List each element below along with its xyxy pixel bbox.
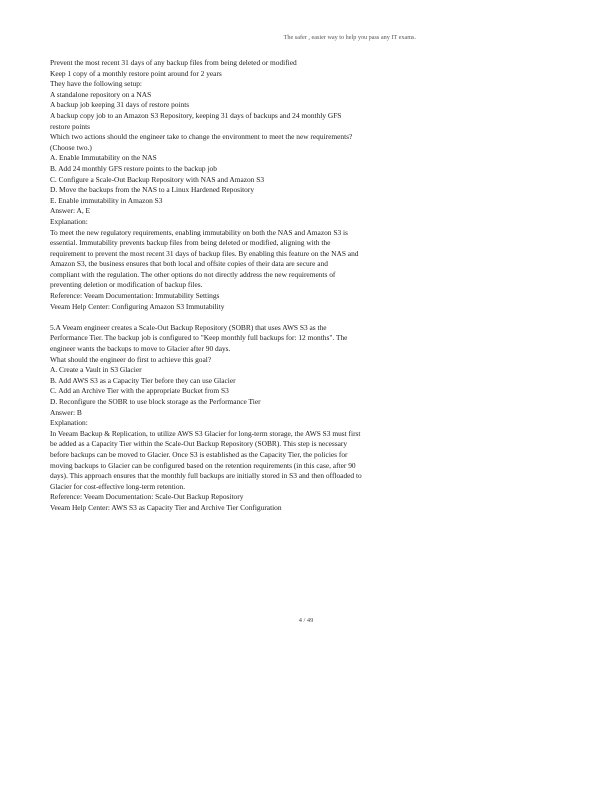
text-line: A backup job keeping 31 days of restore points [50,100,190,110]
option-c: C. Add an Archive Tier with the appropriate Bucket from S3 [50,386,229,396]
text-line: Keep 1 copy of a monthly restore point around for 2 years [50,68,222,78]
document-body [50,58,570,514]
question-text: 5.A Veeam engineer creates a Scale-Out Backup Repository (SOBR) that uses AWS S3 as the [50,322,327,332]
text-line: A standalone repository on a NAS [50,89,152,99]
option-a: A. Create a Vault in S3 Glacier [50,365,142,375]
explanation-text: days). This approach ensures that the monthly full backups are initially stored in S3 and then offloaded to [50,471,362,481]
option-e: E. Enable immutability in Amazon S3 [50,195,163,205]
reference-line: Veeam Help Center: AWS S3 as Capacity Tier and Archive Tier Configuration [50,502,282,512]
explanation-text: preventing deletion or modification of backup files. [50,280,203,290]
page-number: 4 / 49 [298,617,314,624]
option-a: A. Enable Immutability on the NAS [50,153,157,163]
explanation-text: be added as a Capacity Tier within the Scale-Out Backup Repository (SOBR). This step is necessary [50,439,348,449]
option-c: C. Configure a Scale-Out Backup Repository with NAS and Amazon S3 [50,174,265,184]
question-4-continuation [50,58,570,312]
option-b: B. Add 24 monthly GFS restore points to the backup job [50,163,217,173]
explanation-heading: Explanation: [50,418,88,428]
text-line: They have the following setup: [50,79,142,89]
explanation-heading: Explanation: [50,216,88,226]
answer-line: Answer: A, E [50,206,91,216]
option-d: D. Reconfigure the SOBR to use block storage as the Performance Tier [50,397,261,406]
header-tagline: The safer , easier way to help you pass any IT exams. [283,34,416,41]
explanation-text: before backups can be moved to Glacier. Once S3 is established as the Capacity Tier, the policies for [50,449,348,459]
option-d: D. Move the backups from the NAS to a Linux Hardened Repository [50,185,255,195]
question-prompt: What should the engineer do first to achieve this goal? [50,354,212,364]
explanation-text: requirement to prevent the most recent 31 days of backup files. By enabling this feature on the NAS and [50,248,359,258]
question-text: engineer wants the backups to move to Glacier after 90 days. [50,344,231,354]
paragraph-gap [50,312,570,323]
option-b: B. Add AWS S3 as a Capacity Tier before they can use Glacier [50,375,236,385]
explanation-text: essential. Immutability prevents backup files from being deleted or modified, aligning with the [50,238,331,248]
question-prompt: Which two actions should the engineer take to change the environment to meet the new requirements? [50,132,353,142]
explanation-text: Amazon S3, the business ensures that both local and offsite copies of their data are secure and [50,259,328,269]
text-line: Prevent the most recent 31 days of any backup files from being deleted or modified [50,58,297,67]
explanation-text: To meet the new regulatory requirements, enabling immutability on both the NAS and Amazon S3 is [50,227,348,237]
text-line: restore points [50,121,91,131]
explanation-text: moving backups to Glacier can be configured based on the retention requirements (in this case, after 90 [50,460,356,470]
question-text: Performance Tier. The backup job is configured to "Keep monthly full backups for: 12 months". The [50,333,348,343]
text-line: A backup copy job to an Amazon S3 Repository, keeping 31 days of backups and 24 monthly GFS [50,110,342,120]
explanation-text: compliant with the regulation. The other options do not directly address the new requirements of [50,269,336,279]
reference-line: Reference: Veeam Documentation: Scale-Out Backup Repository [50,492,244,502]
question-prompt: (Choose two.) [50,142,92,152]
answer-line: Answer: B [50,407,82,417]
reference-line: Reference: Veeam Documentation: Immutability Settings [50,291,220,301]
explanation-text: Glacier for cost-effective long-term retention. [50,481,186,491]
question-5 [50,323,570,514]
reference-line: Veeam Help Center: Configuring Amazon S3 Immutability [50,301,225,311]
explanation-text: In Veeam Backup & Replication, to utilize AWS S3 Glacier for long-term storage, the AWS S3 must first [50,428,361,438]
